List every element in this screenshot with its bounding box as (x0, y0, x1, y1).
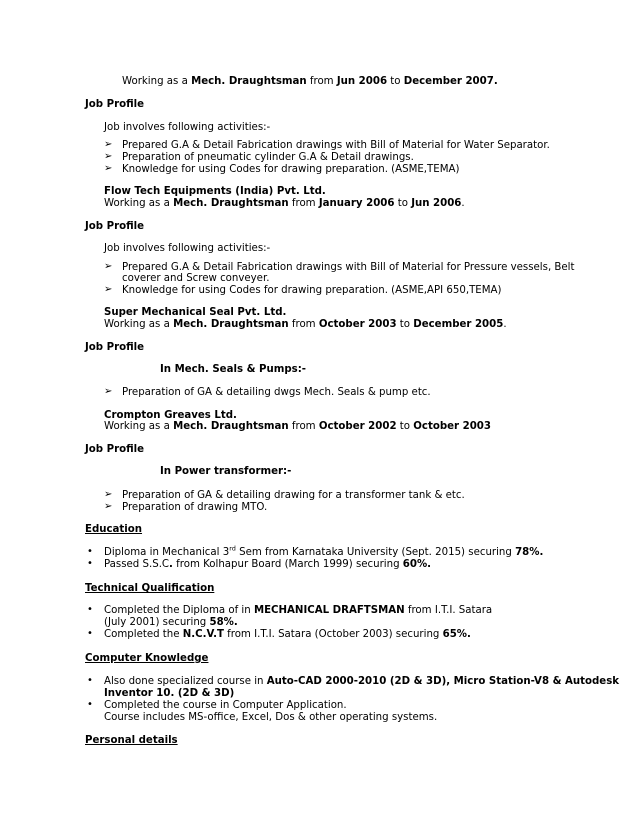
personal-heading: Personal details (85, 735, 178, 746)
technical-heading: Technical Qualification (85, 583, 215, 594)
job-involves-2: Job involves following activities:- (104, 243, 271, 254)
bullet-dot-icon: • (87, 628, 93, 639)
arrow-bullet-icon: ➢ (104, 261, 113, 272)
arrow-bullet-icon: ➢ (104, 163, 113, 174)
job-profile-heading-4: Job Profile (85, 444, 145, 455)
arrow-bullet-icon: ➢ (104, 386, 113, 397)
bullet-dot-icon: • (87, 546, 93, 557)
technical-item-continuation: (July 2001) securing 58%. (104, 617, 238, 628)
list-item: Prepared G.A & Detail Fabrication drawings with Bill of Material for Pressure vessels, Belt (122, 262, 575, 273)
company-name-2: Flow Tech Equipments (India) Pvt. Ltd. (104, 186, 326, 197)
list-item: Prepared G.A & Detail Fabrication drawings with Bill of Material for Water Separator. (122, 140, 550, 151)
bullet-dot-icon: • (87, 604, 93, 615)
job-profile-subheading-4: In Power transformer:- (160, 466, 292, 477)
education-item: Diploma in Mechanical 3rd Sem from Karnataka University (Sept. 2015) securing 78%. (104, 544, 544, 558)
intro-line: Working as a Mech. Draughtsman from Jun 2006 to December 2007. (122, 76, 498, 87)
computer-heading: Computer Knowledge (85, 653, 209, 664)
list-item: Knowledge for using Codes for drawing preparation. (ASME,TEMA) (122, 164, 460, 175)
company-name-3: Super Mechanical Seal Pvt. Ltd. (104, 307, 287, 318)
technical-item: Completed the Diploma of in MECHANICAL DRAFTSMAN from I.T.I. Satara (104, 605, 493, 616)
arrow-bullet-icon: ➢ (104, 489, 113, 500)
bullet-dot-icon: • (87, 675, 93, 686)
company-role-2: Working as a Mech. Draughtsman from January 2006 to Jun 2006. (104, 198, 465, 209)
arrow-bullet-icon: ➢ (104, 284, 113, 295)
computer-item: Completed the course in Computer Application. (104, 700, 347, 711)
computer-item-continuation: Course includes MS-office, Excel, Dos & other operating systems. (104, 712, 438, 723)
list-item: Knowledge for using Codes for drawing preparation. (ASME,API 650,TEMA) (122, 285, 502, 296)
job-profile-heading-3: Job Profile (85, 342, 145, 353)
technical-item: Completed the N.C.V.T from I.T.I. Satara (October 2003) securing 65%. (104, 629, 471, 640)
arrow-bullet-icon: ➢ (104, 139, 113, 150)
job-involves-1: Job involves following activities:- (104, 122, 271, 133)
company-role-3: Working as a Mech. Draughtsman from October 2003 to December 2005. (104, 319, 507, 330)
job-profile-heading-1: Job Profile (85, 99, 145, 110)
list-item: Preparation of pneumatic cylinder G.A & Detail drawings. (122, 152, 414, 163)
computer-item-continuation: Inventor 10. (2D & 3D) (104, 688, 235, 699)
arrow-bullet-icon: ➢ (104, 501, 113, 512)
list-item: Preparation of GA & detailing dwgs Mech. Seals & pump etc. (122, 387, 431, 398)
education-item: Passed S.S.C. from Kolhapur Board (March 1999) securing 60%. (104, 559, 432, 570)
job-profile-subheading-3: In Mech. Seals & Pumps:- (160, 364, 306, 375)
company-role-4: Working as a Mech. Draughtsman from October 2002 to October 2003 (104, 421, 491, 432)
list-item: Preparation of GA & detailing drawing for a transformer tank & etc. (122, 490, 465, 501)
bullet-dot-icon: • (87, 558, 93, 569)
list-item: Preparation of drawing MTO. (122, 502, 268, 513)
company-name-4: Crompton Greaves Ltd. (104, 410, 237, 421)
job-profile-heading-2: Job Profile (85, 221, 145, 232)
arrow-bullet-icon: ➢ (104, 151, 113, 162)
bullet-dot-icon: • (87, 699, 93, 710)
list-item-continuation: coverer and Screw conveyer. (122, 273, 270, 284)
education-heading: Education (85, 524, 143, 535)
computer-item: Also done specialized course in Auto-CAD 2000-2010 (2D & 3D), Micro Station-V8 & Autodesk (104, 676, 620, 687)
